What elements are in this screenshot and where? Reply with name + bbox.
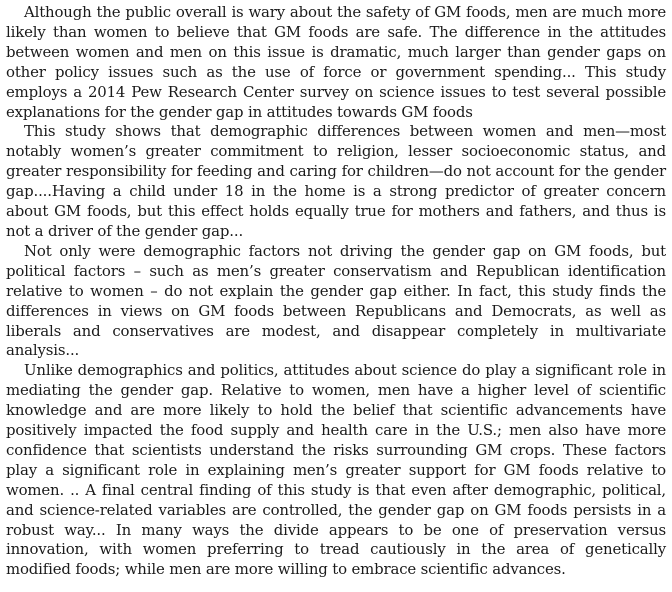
paragraph-demographic-differences: This study shows that demographic differences between women and men—most notably women’s greater commitment to religion, lesser socioeconomic status, and greater responsibility for feeding and caring for children—do not account for the gender gap....Having a child under 18 in the home is a strong predictor of greater concern about GM foods, but this effect holds equally true for mothers and fathers, and thus is not a driver of the gender gap... xyxy=(6,122,666,240)
paragraph-science-attitudes: Unlike demographics and politics, attitudes about science do play a significant role in mediating the gender gap. Relative to women, men have a higher level of scientific knowledge and are more likely to hold the belief that scientific advancements have positively impacted the food supply and health care in the U.S.; men also have more confidence that scientists understand the risks surrounding GM crops. These factors play a significant role in explaining men’s greater support for GM foods relative to women. .. A final central finding of this study is that even after demographic, political, and science-related variables are controlled, the gender gap on GM foods persists in a robust way... In many ways the divide appears to be one of preservation versus innovation, with women preferring to tread cautiously in the area of genetically modified foods; while men are more willing to embrace scientific advances. xyxy=(6,361,666,579)
paragraph-gender-gap-intro: Although the public overall is wary about the safety of GM foods, men are much more likely than women to believe that GM foods are safe. The difference in the attitudes between women and men on this issue is dramatic, much larger than gender gaps on other policy issues such as the use of force or government spending... This study employs a 2014 Pew Research Center survey on science issues to test several possible explanations for the gender gap in attitudes towards GM foods xyxy=(6,3,666,121)
paragraph-political-factors: Not only were demographic factors not driving the gender gap on GM foods, but political factors – such as men’s greater conservatism and Republican identification relative to women – do not explain the gender gap either. In fact, this study finds the differences in views on GM foods between Republicans and Democrats, as well as liberals and conservatives are modest, and disappear completely in multivariate analysis... xyxy=(6,241,666,360)
